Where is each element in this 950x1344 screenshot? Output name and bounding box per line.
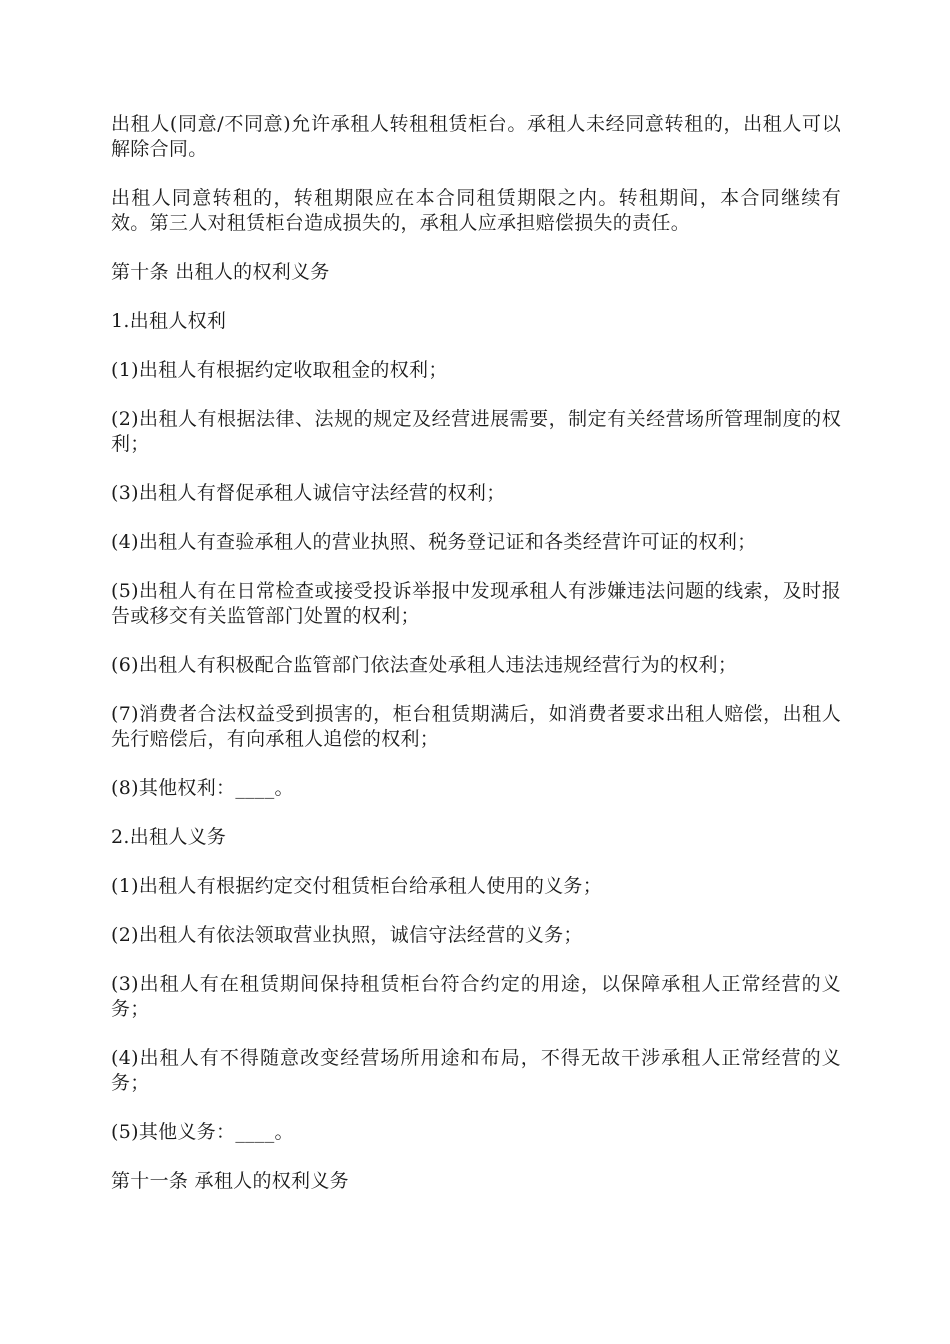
list-item-right-1: (1)出租人有根据约定收取租金的权利； bbox=[111, 359, 448, 381]
list-item-right-6: (6)出租人有积极配合监管部门依法查处承租人违法违规经营行为的权利； bbox=[111, 654, 738, 676]
list-item-right-8: (8)其他权利：____。 bbox=[111, 777, 294, 799]
list-item-obligation-2: (2)出租人有依法领取营业执照，诚信守法经营的义务； bbox=[111, 924, 583, 946]
list-item-right-7: (7)消费者合法权益受到损害的，柜台租赁期满后，如消费者要求出租人赔偿，出租人先行赔偿后，有向承租人追偿的权利； bbox=[111, 703, 841, 750]
subheading-lessor-obligations: 2.出租人义务 bbox=[111, 826, 227, 848]
document-body bbox=[111, 112, 841, 1218]
paragraph-sublease-term: 出租人同意转租的，转租期限应在本合同租赁期限之内。转租期间，本合同继续有效。第三人对租赁柜台造成损失的，承租人应承担赔偿损失的责任。 bbox=[111, 187, 841, 234]
list-item-obligation-1: (1)出租人有根据约定交付租赁柜台给承租人使用的义务； bbox=[111, 875, 603, 897]
section-heading-article-11: 第十一条 承租人的权利义务 bbox=[111, 1170, 349, 1192]
paragraph-sublease-consent: 出租人(同意/不同意)允许承租人转租租赁柜台。承租人未经同意转租的，出租人可以解除合同。 bbox=[111, 113, 841, 160]
list-item-right-5: (5)出租人有在日常检查或接受投诉举报中发现承租人有涉嫌违法问题的线索，及时报告或移交有关监管部门处置的权利； bbox=[111, 580, 841, 627]
section-heading-article-10: 第十条 出租人的权利义务 bbox=[111, 261, 330, 283]
list-item-right-2: (2)出租人有根据法律、法规的规定及经营进展需要，制定有关经营场所管理制度的权利； bbox=[111, 408, 841, 455]
list-item-obligation-4: (4)出租人有不得随意改变经营场所用途和布局，不得无故干涉承租人正常经营的义务； bbox=[111, 1047, 841, 1094]
subheading-lessor-rights: 1.出租人权利 bbox=[111, 310, 227, 332]
list-item-right-3: (3)出租人有督促承租人诚信守法经营的权利； bbox=[111, 482, 506, 504]
list-item-obligation-3: (3)出租人有在租赁期间保持租赁柜台符合约定的用途，以保障承租人正常经营的义务； bbox=[111, 973, 841, 1020]
list-item-right-4: (4)出租人有查验承租人的营业执照、税务登记证和各类经营许可证的权利； bbox=[111, 531, 757, 553]
list-item-obligation-5: (5)其他义务：____。 bbox=[111, 1121, 294, 1143]
